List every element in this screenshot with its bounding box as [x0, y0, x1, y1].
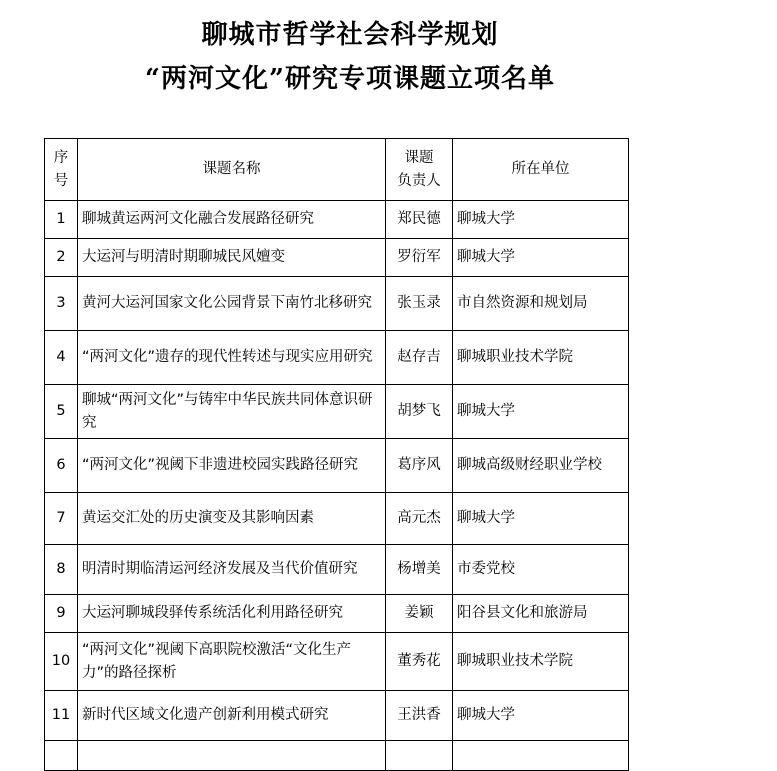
cell-leader: [386, 741, 453, 771]
table-row: [45, 239, 629, 277]
cell-leader: 郑民德: [386, 201, 453, 239]
cell-seq: 5: [45, 385, 78, 439]
cell-title: 新时代区域文化遗产创新利用模式研究: [78, 691, 386, 741]
cell-seq: 11: [45, 691, 78, 741]
cell-unit: [453, 741, 629, 771]
cell-seq: 2: [45, 239, 78, 277]
document-title-line-1: 聊城市哲学社会科学规划: [201, 20, 499, 50]
header-seq: [45, 139, 78, 201]
cell-unit: 阳谷县文化和旅游局: [453, 595, 629, 633]
table-row: [45, 545, 629, 595]
cell-leader: 高元杰: [386, 493, 453, 545]
cell-seq: 8: [45, 545, 78, 595]
cell-unit: 聊城大学: [453, 239, 629, 277]
header-leader-line-1: 课题: [404, 149, 434, 166]
cell-unit: 聊城大学: [453, 493, 629, 545]
header-title: 课题名称: [78, 139, 386, 201]
cell-title: 聊城黄运两河文化融合发展路径研究: [78, 201, 386, 239]
cell-unit: 聊城职业技术学院: [453, 331, 629, 385]
header-leader-line-2: 负责人: [397, 172, 441, 189]
cell-title: “两河文化”视阈下非遗进校园实践路径研究: [78, 439, 386, 493]
header-seq-line-1: 序: [53, 149, 69, 166]
table-row: [45, 493, 629, 545]
cell-unit: 聊城高级财经职业学校: [453, 439, 629, 493]
cell-title: “两河文化”视阈下高职院校激活“文化生产力”的路径探析: [78, 633, 386, 691]
cell-title: 大运河聊城段驿传系统活化利用路径研究: [78, 595, 386, 633]
table-header-row: [45, 139, 629, 201]
cell-leader: 张玉录: [386, 277, 453, 331]
cell-seq: 9: [45, 595, 78, 633]
cell-seq: 3: [45, 277, 78, 331]
document-title-line-2: “两河文化”研究专项课题立项名单: [145, 64, 555, 94]
table-row: [45, 277, 629, 331]
cell-seq: 4: [45, 331, 78, 385]
table-row: [45, 741, 629, 771]
table-row: [45, 691, 629, 741]
cell-unit: 聊城大学: [453, 385, 629, 439]
cell-leader: 董秀花: [386, 633, 453, 691]
cell-seq: 10: [45, 633, 78, 691]
cell-title: 明清时期临清运河经济发展及当代价值研究: [78, 545, 386, 595]
table-row: [45, 331, 629, 385]
cell-leader: 王洪香: [386, 691, 453, 741]
header-unit: 所在单位: [453, 139, 629, 201]
cell-seq: 1: [45, 201, 78, 239]
cell-leader: 罗衍军: [386, 239, 453, 277]
cell-leader: 赵存吉: [386, 331, 453, 385]
table-row: [45, 595, 629, 633]
cell-unit: 聊城大学: [453, 691, 629, 741]
cell-leader: 葛序风: [386, 439, 453, 493]
cell-leader: 胡梦飞: [386, 385, 453, 439]
table-row: [45, 439, 629, 493]
table-row: [45, 633, 629, 691]
header-seq-line-2: 号: [53, 172, 69, 189]
cell-title: 黄河大运河国家文化公园背景下南竹北移研究: [78, 277, 386, 331]
cell-unit: 聊城大学: [453, 201, 629, 239]
project-list-table: [44, 138, 629, 771]
cell-title: “两河文化”遗存的现代性转述与现实应用研究: [78, 331, 386, 385]
cell-leader: 姜颖: [386, 595, 453, 633]
cell-seq: 6: [45, 439, 78, 493]
cell-title: 黄运交汇处的历史演变及其影响因素: [78, 493, 386, 545]
table-row: [45, 385, 629, 439]
header-leader: [386, 139, 453, 201]
cell-unit: 市自然资源和规划局: [453, 277, 629, 331]
cell-unit: 聊城职业技术学院: [453, 633, 629, 691]
cell-unit: 市委党校: [453, 545, 629, 595]
cell-title: 聊城“两河文化”与铸牢中华民族共同体意识研究: [78, 385, 386, 439]
cell-title: 大运河与明清时期聊城民风嬗变: [78, 239, 386, 277]
cell-leader: 杨增美: [386, 545, 453, 595]
table-row: [45, 201, 629, 239]
cell-title: [78, 741, 386, 771]
cell-seq: 7: [45, 493, 78, 545]
cell-seq: [45, 741, 78, 771]
